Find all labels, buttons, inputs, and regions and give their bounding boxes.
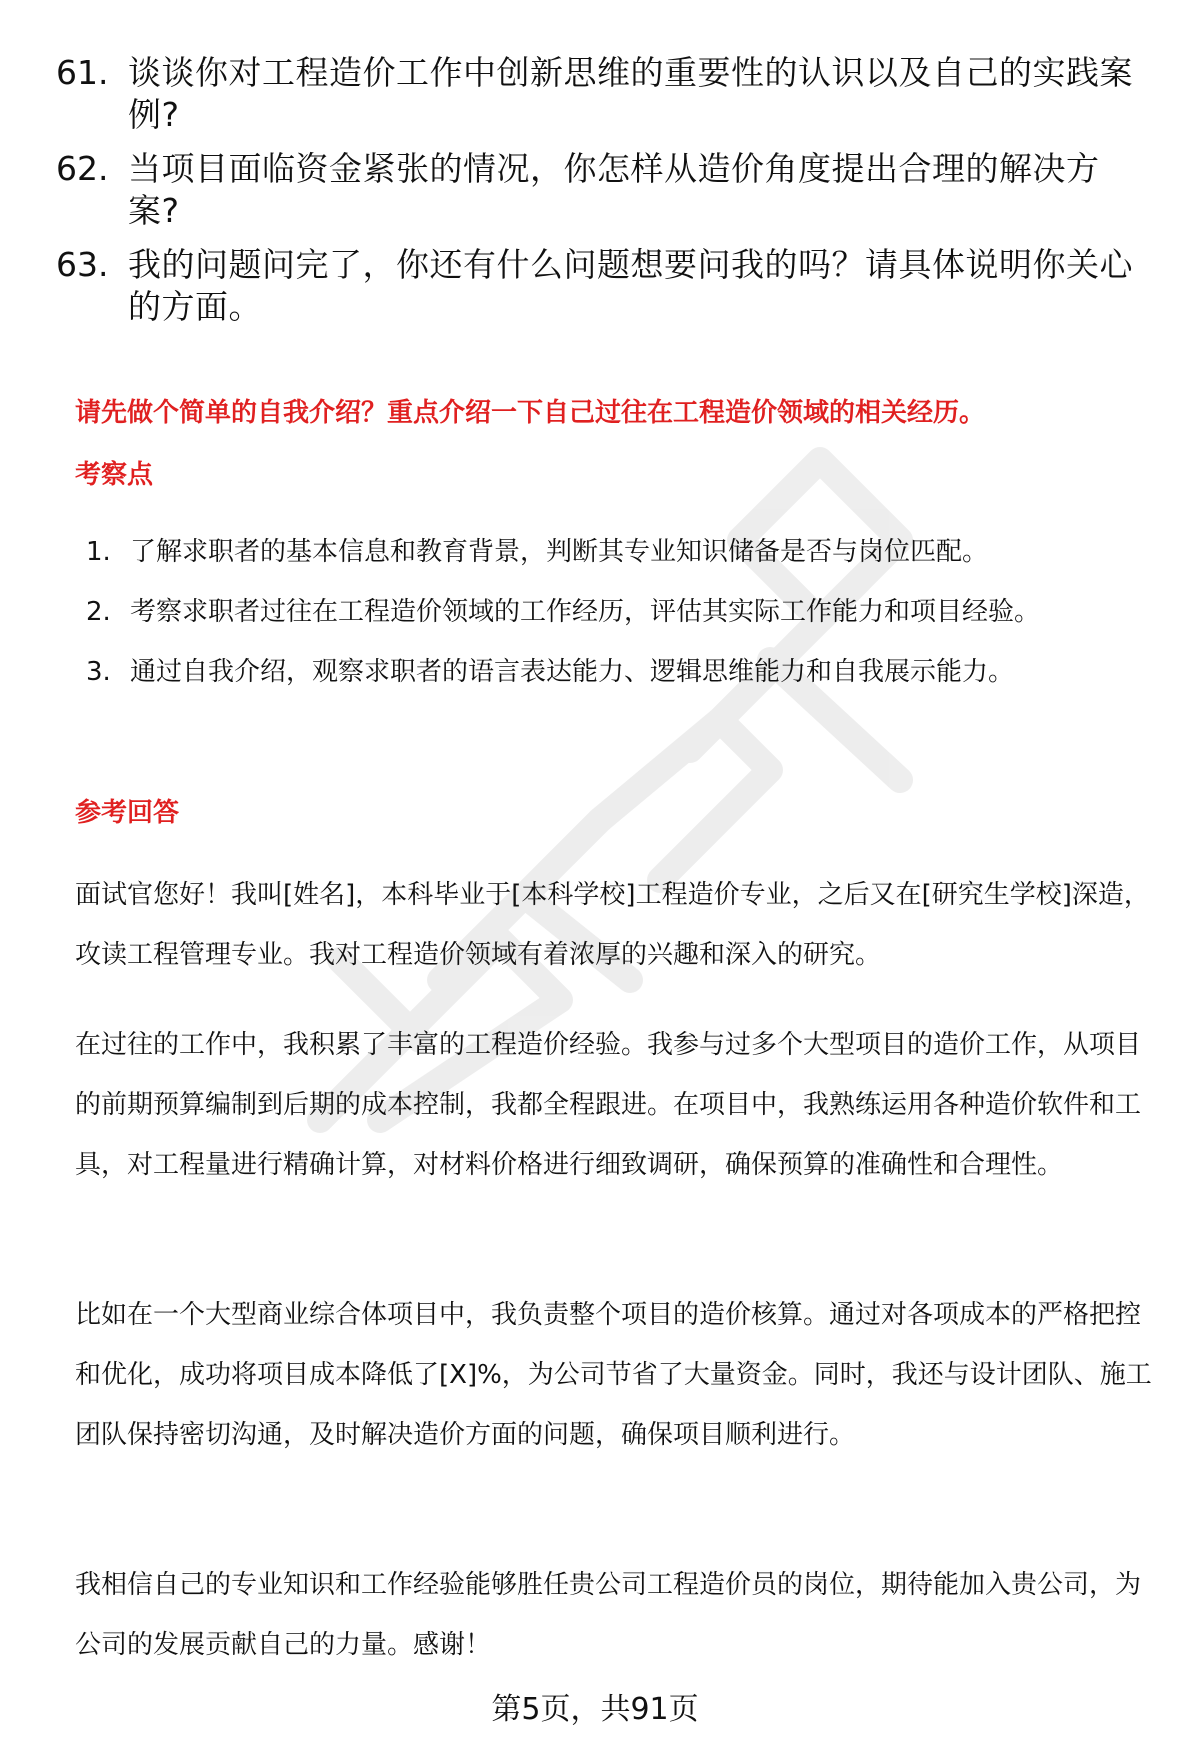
point-number: 2. — [86, 597, 111, 627]
question-list — [56, 52, 1146, 340]
reference-answer-heading: 参考回答 — [75, 798, 180, 828]
answer-paragraph: 在过往的工作中，我积累了丰富的工程造价经验。我参与过多个大型项目的造价工作，从项目的前期预算编制到后期的成本控制，我都全程跟进。在项目中，我熟练运用各种造价软件和工具，对工程量进行精确计算，对材料价格进行细致调研，确保预算的准确性和合理性。 — [75, 1030, 1142, 1180]
examination-point — [86, 642, 1146, 702]
point-text: 通过自我介绍，观察求职者的语言表达能力、逻辑思维能力和自我展示能力。 — [130, 657, 1015, 687]
point-text: 了解求职者的基本信息和教育背景，判断其专业知识储备是否与岗位匹配。 — [130, 537, 989, 567]
examination-point — [86, 582, 1146, 642]
question-text: 当项目面临资金紧张的情况，你怎样从造价角度提出合理的解决方案? — [128, 149, 1100, 230]
point-number: 1. — [86, 537, 111, 567]
main-question-heading: 请先做个简单的自我介绍？重点介绍一下自己过往在工程造价领域的相关经历。 — [75, 398, 986, 428]
question-item — [56, 52, 1146, 136]
point-number: 3. — [86, 657, 111, 687]
examination-heading: 考察点 — [75, 460, 154, 490]
answer-paragraph: 我相信自己的专业知识和工作经验能够胜任贵公司工程造价员的岗位，期待能加入贵公司，为公司的发展贡献自己的力量。感谢！ — [75, 1570, 1142, 1660]
examination-points-list — [86, 522, 1146, 702]
question-number: 62. — [56, 149, 109, 188]
question-item — [56, 244, 1146, 328]
examination-point — [86, 522, 1146, 582]
page-footer: 第5页，共91页 — [491, 1692, 699, 1727]
answer-paragraph: 比如在一个大型商业综合体项目中，我负责整个项目的造价核算。通过对各项成本的严格把控和优化，成功将项目成本降低了[X]%，为公司节省了大量资金。同时，我还与设计团队、施工团队保持密切沟通，及时解决造价方面的问题，确保项目顺利进行。 — [75, 1300, 1152, 1450]
question-text: 谈谈你对工程造价工作中创新思维的重要性的认识以及自己的实践案例? — [128, 53, 1133, 134]
question-number: 63. — [56, 245, 109, 284]
question-number: 61. — [56, 53, 109, 92]
answer-paragraph: 面试官您好！我叫[姓名]，本科毕业于[本科学校]工程造价专业，之后又在[研究生学校]深造，攻读工程管理专业。我对工程造价领域有着浓厚的兴趣和深入的研究。 — [75, 880, 1150, 970]
question-text: 我的问题问完了，你还有什么问题想要问我的吗？请具体说明你关心的方面。 — [128, 245, 1133, 326]
point-text: 考察求职者过往在工程造价领域的工作经历，评估其实际工作能力和项目经验。 — [130, 597, 1041, 627]
question-item — [56, 148, 1146, 232]
